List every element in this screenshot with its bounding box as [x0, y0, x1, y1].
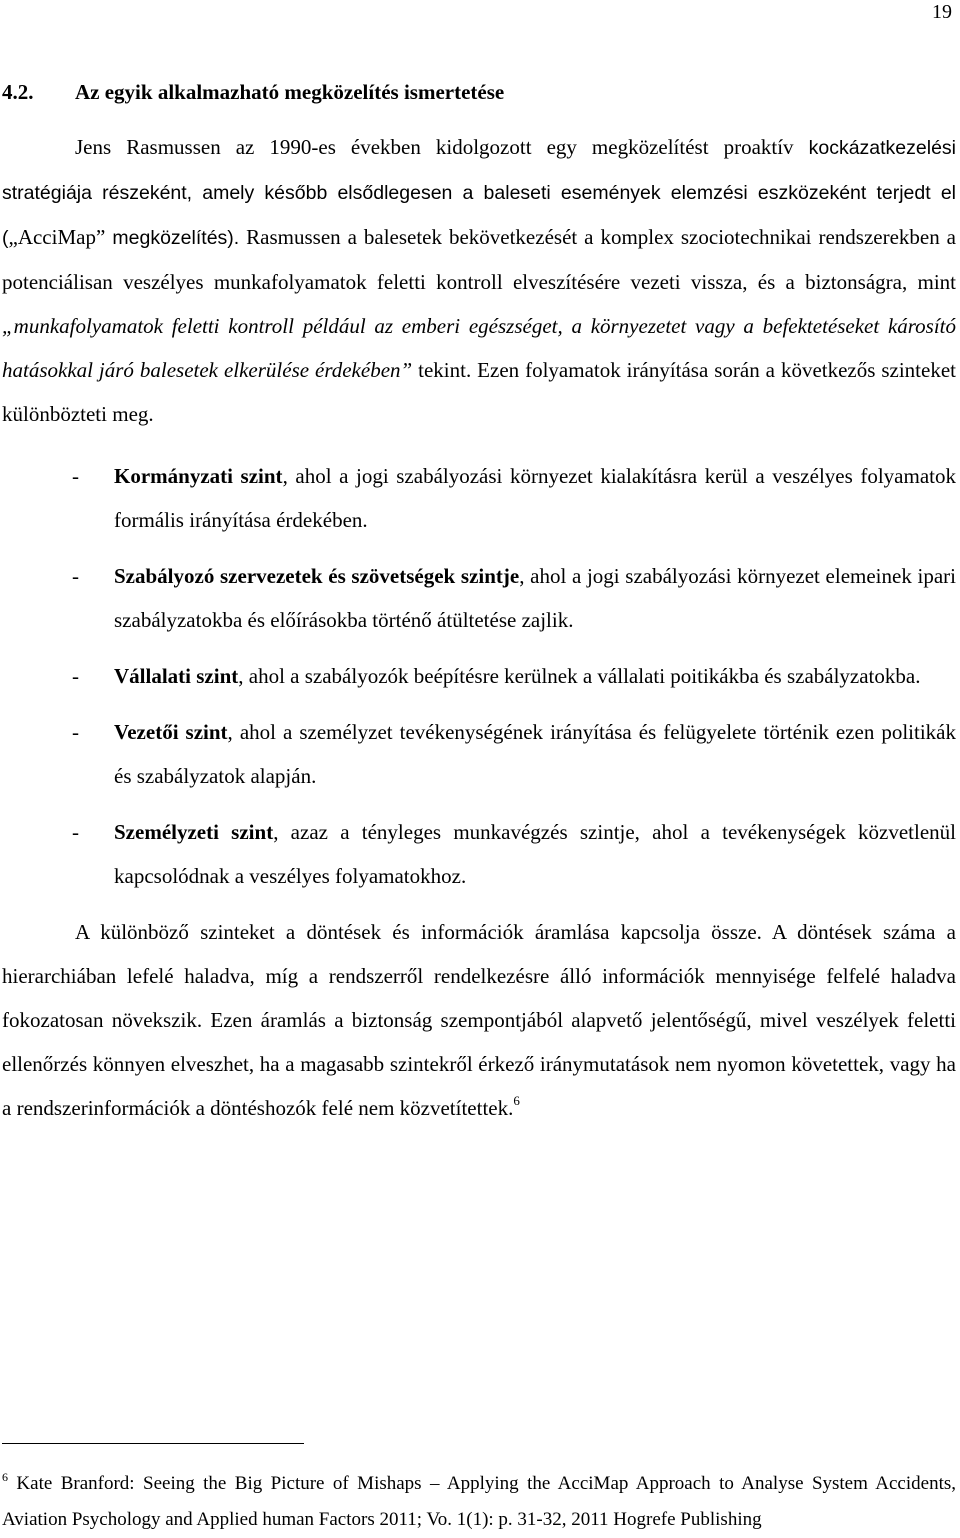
level-description: , ahol a jogi szabályozási környezet elemeinek ipari szabályzatokba és előírásokba történő átültetése zajlik.	[114, 564, 956, 632]
section-title: Az egyik alkalmazható megközelítés ismertetése	[75, 80, 505, 104]
level-description: , ahol a jogi szabályozási környezet kialakításra kerül a veszélyes folyamatok formális irányítása érdekében.	[114, 464, 956, 532]
list-dash: -	[72, 564, 79, 588]
list-dash: -	[72, 664, 79, 688]
list-dash: -	[72, 720, 79, 744]
list-dash: -	[72, 464, 79, 488]
level-description: , ahol a szabályozók beépítésre kerülnek a vállalati poitikákba és szabályzatokba.	[238, 664, 921, 688]
list-item	[2, 810, 956, 898]
footnote	[2, 1466, 956, 1538]
list-item	[2, 654, 956, 698]
intro-text-7: tekint. Ezen folyamatok irányítása során a következős szinteket különbözteti meg.	[2, 358, 956, 426]
levels-list	[2, 454, 956, 898]
level-name: Szabályozó szervezetek és szövetségek szintje	[114, 564, 520, 588]
list-item	[2, 454, 956, 542]
accimap-term: „AcciMap”	[8, 225, 106, 249]
level-name: Személyzeti szint	[114, 820, 274, 844]
footnote-reference[interactable]: 6	[513, 1093, 520, 1108]
flow-text: A különböző szinteket a döntések és információk áramlása kapcsolja össze. A döntések száma a hierarchiában lefelé haladva, míg a rendszerről rendelkezésre álló információk mennyisége felfelé haladva fokozatosan növekszik. Ezen áramlás a biztonság szempontjából alapvető jelentőségű, mivel veszélyek feletti ellenőrzés könnyen elveszhet, ha a magasabb szintekről érkező iránymutatások nem nyomon követettek, vagy ha a rendszerinformációk a döntéshozók felé nem közvetítettek.	[2, 920, 956, 1120]
list-item	[2, 710, 956, 798]
intro-text-5: Rasmussen a balesetek bekövetkezését a komplex szociotechnikai rendszerekben a potenciálisan veszélyes munkafolyamatok feletti kontroll elveszítésére vezeti vissza, és a biztonságra, mint	[2, 225, 956, 294]
level-name: Vállalati szint	[114, 664, 239, 688]
footnote-text: Kate Branford: Seeing the Big Picture of Mishaps – Applying the AcciMap Approach to Analyse System Accidents, Aviation Psychology and Applied human Factors 2011; Vo. 1(1): p. 31-32, 2011 Hogrefe Publishing	[2, 1473, 956, 1530]
level-name: Vezetői szint	[114, 720, 228, 744]
intro-text-4: megközelítés).	[105, 227, 240, 249]
list-item	[2, 554, 956, 642]
section-number: 4.2.	[2, 80, 34, 104]
safety-definition-quote: „munkafolyamatok feletti kontroll például az emberi egészséget, a környezetet vagy a befektetéseket károsító hatásokkal járó balesetek elkerülése érdekében”	[2, 314, 956, 382]
list-dash: -	[72, 820, 79, 844]
level-description: , ahol a személyzet tevékenységének irányítása és felügyelete történik ezen politikák és szabályzatok alapján.	[114, 720, 956, 788]
flow-paragraph	[2, 910, 956, 1130]
level-name: Kormányzati szint	[114, 464, 283, 488]
section-heading	[2, 76, 956, 108]
intro-text-1: Jens Rasmussen az 1990-es években kidolgozott egy megközelítést proaktív	[75, 135, 809, 159]
document-body	[2, 76, 956, 1130]
intro-text-2: kockázatkezelési stratégiája részeként, amely később elsődlegesen a baleseti események elemzési eszközeként terjedt el (	[2, 137, 956, 249]
footnote-marker: 6	[2, 1470, 8, 1484]
footnote-divider	[2, 1443, 304, 1444]
page-number: 19	[932, 1, 952, 23]
level-description: , azaz a tényleges munkavégzés szintje, ahol a tevékenységek közvetlenül kapcsolódnak a veszélyes folyamatokhoz.	[114, 820, 956, 888]
intro-paragraph	[2, 125, 956, 436]
